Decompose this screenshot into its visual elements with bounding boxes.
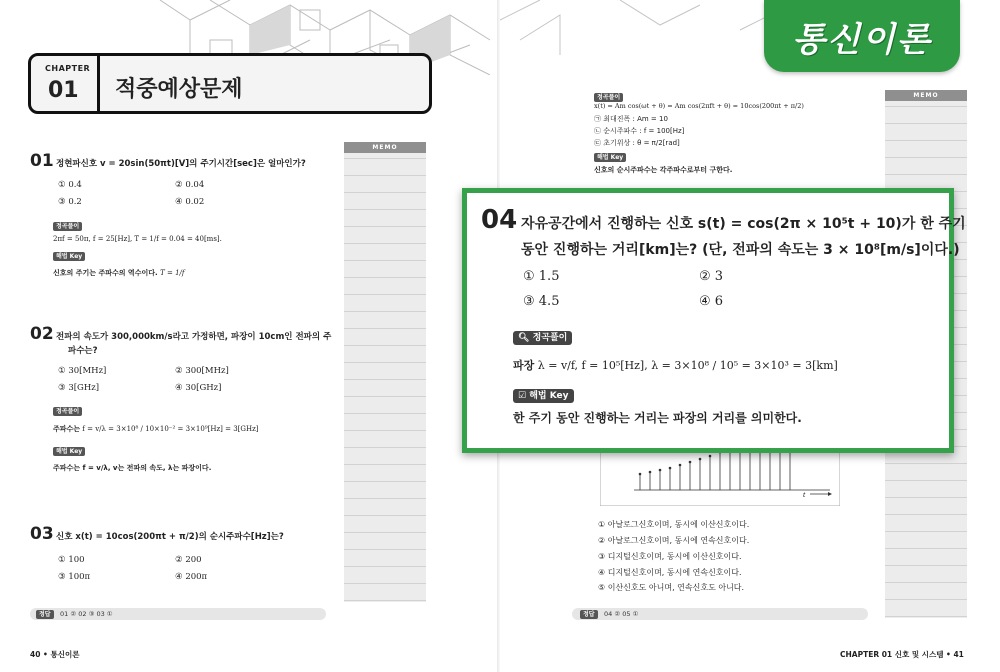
option: ④ 6 [699,294,724,309]
check-icon: ☑ [518,391,527,401]
question-text: 전파의 속도가 300,000km/s라고 가정하면, 파장이 10cm인 전파의 주 [56,332,332,342]
option: ③ 디지털신호이며, 동시에 이산신호이다. [598,552,742,561]
chapter-divider [97,56,100,111]
graph-axis-label: t [803,492,806,499]
option: ③ 3[GHz] [58,383,100,393]
key-badge: 해법 Key [53,447,85,456]
option: ② 300[MHz] [175,366,229,376]
option: ① 30[MHz] [58,366,107,376]
solution-line: ㉠ 최대진폭 : Am = 10 [594,115,668,123]
key-text: 한 주기 동안 진행하는 거리는 파장의 거리를 의미한다. [513,411,802,425]
question-text: 신호 x(t) = 10cos(200πt + π/2)의 순시주파수[Hz]는? [56,532,284,542]
page-footer: 40 • 통신이론 [30,650,80,659]
option: ① 0.4 [58,180,82,190]
option: ② 0.04 [175,180,205,190]
question-text-cont: 파수는? [68,346,98,356]
key-badge: 해법 Key [53,252,85,261]
option: ③ 100π [58,572,91,582]
question-text-cont: 동안 진행하는 거리[km]는? (단, 전파의 속도는 3 × 10⁸[m/s]이다.) [521,242,960,258]
option: ② 3 [699,269,724,284]
option: ② 아날로그신호이며, 동시에 연속신호이다. [598,536,750,545]
key-badge [513,389,574,403]
memo-header: MEMO [344,142,426,153]
key-text: 신호의 순시주파수는 각주파수로부터 구한다. [594,166,733,174]
subject-tab [764,0,960,72]
key-sentence: 신호의 주기는 주파수의 역수이다. [53,269,158,277]
answer-text: 04 ② 05 ① [604,610,639,618]
solution-formula: λ = v/f, f = 10⁵[Hz], λ = 3×10⁸ / 10⁵ = 3×10³ = 3[km] [537,359,838,372]
solution-formula: f = v/λ = 3×10⁸ / 10×10⁻² = 3×10⁹[Hz] = 3[GHz] [82,425,259,433]
page-footer: CHAPTER 01 신호 및 시스템 • 41 [840,650,964,659]
question-text: 자유공간에서 진행하는 신호 s(t) = cos(2π × 10⁵t + 10)가 한 주기 [521,216,966,232]
question-number: 04 [481,205,518,235]
search-icon: 🔍︎ [518,333,530,343]
key-text: 주파수는 f = v/λ, v는 전파의 속도, λ는 파장이다. [53,464,212,472]
solution-prefix: 주파수는 [53,425,81,433]
answer-text: 01 ② 02 ③ 03 ① [60,610,113,618]
question-number: 03 [30,524,54,544]
question-text: 정현파신호 v = 20sin(50πt)[V]의 주기시간[sec]은 얼마인가? [56,159,306,169]
question-number: 02 [30,324,54,344]
key-badge-label: 해법 Key [529,391,569,401]
solution-badge-label: 정곡풀이 [532,333,568,343]
option: ④ 30[GHz] [175,383,222,393]
key-formula: T = 1/f [160,269,185,277]
key-text [53,268,184,278]
solution-badge: 정곡풀이 [594,93,623,102]
solution-line: ㉡ 순시주파수 : f = 100[Hz] [594,127,685,135]
option: ① 100 [58,555,85,565]
chapter-header [28,53,432,114]
option: ③ 4.5 [523,294,560,309]
solution-text [513,357,838,373]
option: ② 200 [175,555,202,565]
option: ⑤ 이산신호도 아니며, 연속신호도 아니다. [598,583,745,592]
option: ① 1.5 [523,269,560,284]
solution-text: 2πf = 50π, f = 25[Hz], T = 1/f = 0.04 = 40[ms]. [53,235,222,243]
answer-badge: 정답 [36,610,54,619]
solution-badge: 정곡풀이 [53,222,82,231]
option: ④ 0.02 [175,197,205,207]
key-badge: 해법 Key [594,153,626,162]
chapter-number: 01 [48,78,79,103]
solution-prefix: 파장 [513,359,535,372]
option: ④ 200π [175,572,208,582]
solution-text [53,424,259,434]
question-number: 01 [30,151,54,171]
zoomed-question-panel [462,188,966,453]
solution-line: ㉢ 초기위상 : θ = π/2[rad] [594,139,680,147]
discrete-signal-graph [600,446,840,506]
option: ④ 디지털신호이며, 동시에 연속신호이다. [598,568,742,577]
subject-title: 통신이론 [792,20,932,60]
answer-badge: 정답 [580,610,598,619]
option: ③ 0.2 [58,197,82,207]
solution-badge: 정곡풀이 [53,407,82,416]
option: ① 아날로그신호이며, 동시에 이산신호이다. [598,520,750,529]
memo-column [344,142,426,602]
chapter-label: CHAPTER [45,64,91,73]
chapter-title: 적중예상문제 [115,77,243,102]
solution-line: x(t) = Am cos(ωt + θ) = Am cos(2πft + θ) = 10cos(200πt + π/2) [594,102,804,110]
memo-header: MEMO [885,90,967,101]
solution-badge [513,331,572,345]
